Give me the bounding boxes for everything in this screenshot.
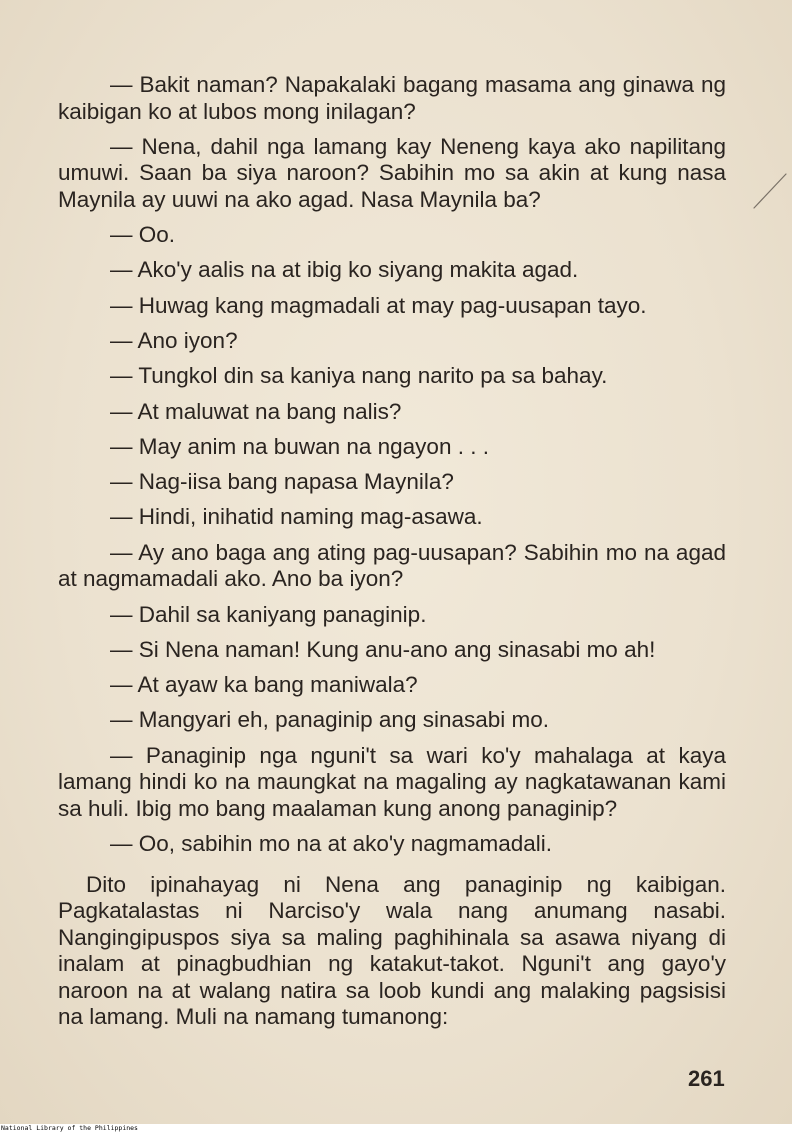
dialog-line: — Oo. [110,222,176,248]
dialog-line: — Oo, sabihin mo na at ako'y nagmamadali. [110,831,553,857]
dialog-line: — Si Nena naman! Kung anu-ano ang sinasabi mo ah! [110,636,656,662]
dialog-line: — Panaginip nga nguni't sa wari ko'y mahalaga at kaya lamang hindi ko na maungkat na magaling ay nagkatawanan kami sa huli. Ibig mo bang maalaman kung anong panaginip? [58,742,726,821]
page-number: 261 [688,1066,725,1091]
dialog-line: — Dahil sa kaniyang panaginip. [110,601,427,627]
narration-paragraph: Dito ipinahayag ni Nena ang panaginip ng kaibigan. Pagkatalastas ni Narciso'y wala nang anumang nasabi. Nangingipuspos siya sa maling paghihinala sa asawa niyang di inalam at pinagbudhian ng katakut-takot. Nguni't ang gayo'y naroon na at walang natira sa loob kundi ang malaking pagsisisi na lamang. Muli na namang tumanong: [58,871,726,1030]
dialog-line: — Nag-iisa bang napasa Maynila? [110,469,454,495]
pencil-mark [748,170,790,212]
dialog-line: — Hindi, inihatid naming mag-asawa. [110,504,483,530]
dialog-line: — Nena, dahil nga lamang kay Neneng kaya ako napilitang umuwi. Saan ba siya naroon? Sabihin mo sa akin at kung nasa Maynila ay uuwi na ako agad. Nasa Maynila ba? [58,133,726,212]
dialog-line: — At maluwat na bang nalis? [110,398,402,424]
dialog-line: — Huwag kang magmadali at may pag-uusapan tayo. [110,292,647,318]
dialog-line: — Ano iyon? [110,327,238,353]
footer-credit: National Library of the Philippines [1,1124,138,1132]
dialog-line: — May anim na buwan na ngayon . . . [110,433,489,459]
dialog-line: — Mangyari eh, panaginip ang sinasabi mo. [110,707,550,733]
dialog-line: — Ay ano baga ang ating pag-uusapan? Sabihin mo na agad at nagmamadali ako. Ano ba iyon? [58,539,726,592]
dialog-line: — Ako'y aalis na at ibig ko siyang makita agad. [110,257,579,283]
page-body-text [58,72,726,1039]
dialog-line: — Tungkol din sa kaniya nang narito pa sa bahay. [110,363,608,389]
dialog-line: — At ayaw ka bang maniwala? [110,672,418,698]
dialog-line: — Bakit naman? Napakalaki bagang masama ang ginawa ng kaibigan ko at lubos mong inilagan? [58,72,726,124]
